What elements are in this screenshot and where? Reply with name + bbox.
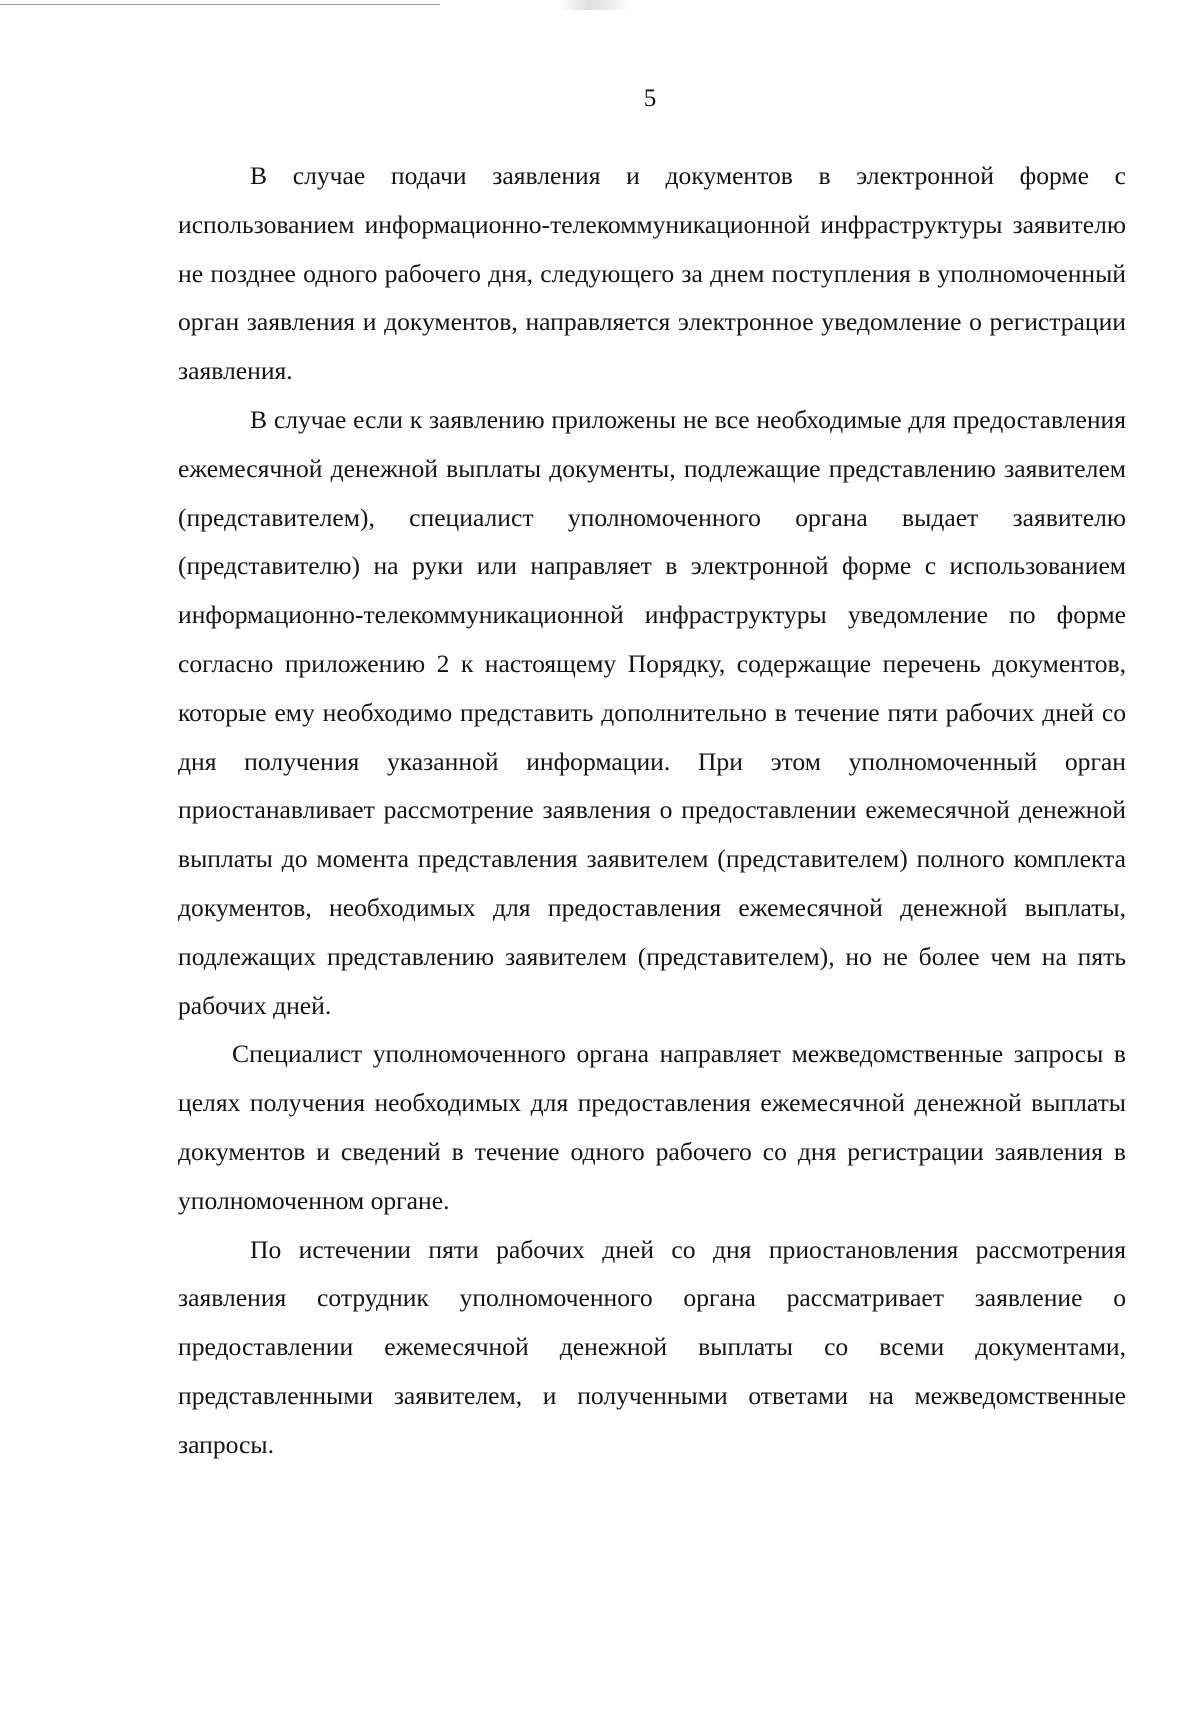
scan-edge-line xyxy=(0,4,440,5)
page-number: 5 xyxy=(643,85,657,112)
paragraph-review-after-suspension: По истечении пяти рабочих дней со дня приостановления рассмотрения заявления сотрудник уполномоченного органа рассматривает заявление о предоставлении ежемесячной денежной выплаты со всеми документами, представленными заявителем, и полученными ответами на межведомственные запросы. xyxy=(178,1234,1126,1459)
scan-artifact xyxy=(560,0,630,10)
paragraph-electronic-submission: В случае подачи заявления и документов в электронной форме с использованием информационно-телекоммуникационной инфраструктуры заявителю не позднее одного рабочего дня, следующего за днем поступления в уполномоченный орган заявления и документов, направляется электронное уведомление о регистрации заявления. xyxy=(178,161,1126,386)
paragraph-missing-documents: В случае если к заявлению приложены не все необходимые для предоставления ежемесячной денежной выплаты документы, подлежащие представлению заявителем (представителем), специалист уполномоченного органа выдает заявителю (представителю) на руки или направляет в электронной форме с использованием информационно-телекоммуникационной инфраструктуры уведомление по форме согласно приложению 2 к настоящему Порядку, содержащие перечень документов, которые ему необходимо представить дополнительно в течение пяти рабочих дней со дня получения указанной информации. При этом уполномоченный орган приостанавливает рассмотрение заявления о предоставлении ежемесячной денежной выплаты до момента представления заявителем (представителем) полного комплекта документов, необходимых для предоставления ежемесячной денежной выплаты, подлежащих представлению заявителем (представителем), но не более чем на пять рабочих дней. xyxy=(178,404,1126,1020)
paragraph-interagency-requests: Специалист уполномоченного органа направляет межведомственные запросы в целях получения необходимых для предоставления ежемесячной денежной выплаты документов и сведений в течение одного рабочего со дня регистрации заявления в уполномоченном органе. xyxy=(178,1039,1126,1215)
document-body xyxy=(178,152,1126,1470)
